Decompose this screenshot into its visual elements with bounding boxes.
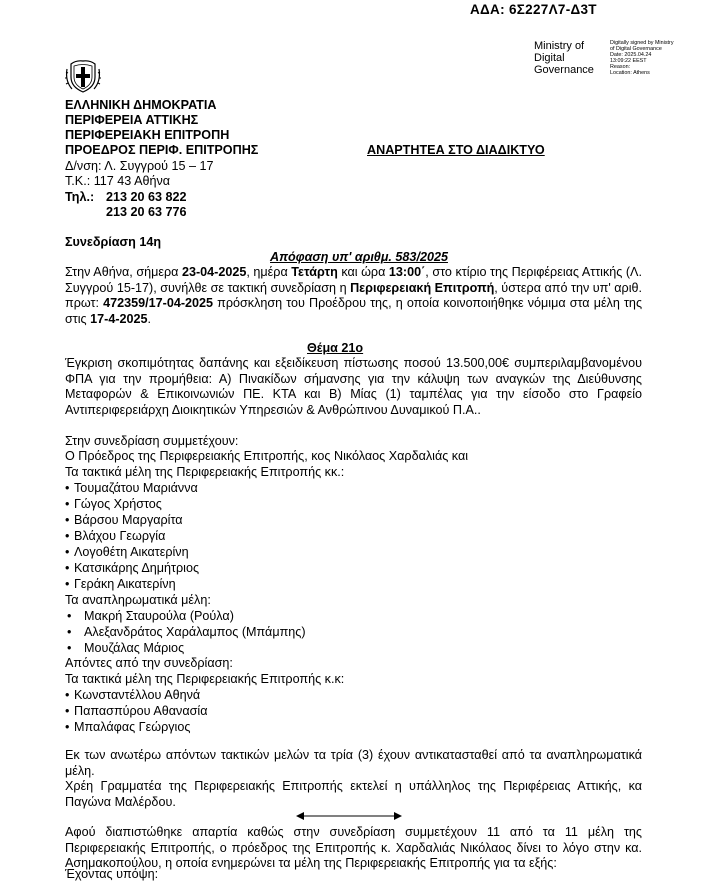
list-item: • Βλάχου Γεωργία: [65, 529, 165, 543]
topic-title: Θέμα 21ο: [307, 341, 364, 355]
list-item: • Μουζάλας Μάριος: [67, 641, 185, 655]
org-line: ΠΡΟΕΔΡΟΣ ΠΕΡΙΦ. ΕΠΙΤΡΟΠΗΣ: [65, 143, 259, 157]
org-line: ΕΛΛΗΝΙΚΗ ΔΗΜΟΚΡΑΤΙΑ: [65, 98, 217, 112]
intro-text: Στην Αθήνα, σήμερα: [65, 265, 182, 279]
list-item: • Μπαλάφας Γεώργιος: [65, 720, 190, 734]
president-line: Ο Πρόεδρος της Περιφερειακής Επιτροπής, κος Νικόλαος Χαρδαλιάς και: [65, 449, 469, 463]
list-item: • Γεράκη Αικατερίνη: [65, 577, 176, 591]
list-item: • Παπασπύρου Αθανασία: [65, 704, 208, 718]
intro-paragraph: [65, 265, 642, 328]
intro-text: , ύστερα από την υπ' αριθ. πρωτ:: [65, 280, 642, 311]
decision-number: Απόφαση υπ' αριθμ. 583/2025: [270, 250, 448, 264]
intro-text: , στο κτίριο της Περιφέρειας Αττικής (Λ. Συγγρού 15-17), συνήλθε σε τακτική συνεδρίαση η: [65, 265, 642, 295]
signature-line: Digitally signed by Ministry: [610, 40, 674, 46]
meeting-time: 13:00΄: [388, 265, 426, 279]
coat-of-arms-emblem: [64, 57, 102, 95]
committee-name: Περιφερειακή Επιτροπή: [350, 280, 495, 295]
list-item: • Αλεξανδράτος Χαράλαμπος (Μπάμπης): [67, 625, 306, 639]
considering-line: Έχοντας υπόψη:: [65, 867, 159, 881]
regular-members-heading: Τα τακτικά μέλη της Περιφερειακής Επιτροπής κκ.:: [65, 465, 345, 479]
postal-code: Τ.Κ.: 117 43 Αθήνα: [65, 174, 171, 188]
ministry-line: Governance: [534, 64, 594, 76]
signature-line: 13:09:22 EEST: [610, 58, 647, 64]
meeting-day: Τετάρτη: [291, 265, 338, 279]
intro-text: .: [147, 312, 152, 327]
org-line: ΠΕΡΙΦΕΡΕΙΑΚΗ ΕΠΙΤΡΟΠΗ: [65, 128, 230, 142]
digital-signature: [534, 40, 704, 85]
ministry-text: [534, 40, 594, 76]
quorum-paragraph: Αφού διαπιστώθηκε απαρτία καθώς στην συνεδρίαση συμμετέχουν 11 από τα 11 μέλη της Περιφερειακής Επιτροπής, ο πρόεδρος της Επιτροπής κ. Χαρδαλιάς Νικόλαος δίνει το λόγο στην κα. Ασημακοπούλου, η οποία ενημερώνει τα μέλη της Περιφερειακής Επιτροπής για τα εξής:: [65, 825, 642, 871]
secretary-paragraph: Χρέη Γραμματέα της Περιφερειακής Επιτροπής εκτελεί η υπάλληλος της Περιφέρειας Αττικής, κα Παγώνα Μαλέρδου.: [65, 779, 642, 809]
meeting-date: 23-04-2025: [181, 265, 247, 279]
signature-line: Date: 2025.04.24: [610, 52, 652, 58]
session-title: Συνεδρίαση 14η: [65, 235, 162, 249]
list-item: • Γώγος Χρήστος: [65, 497, 162, 511]
phone-label: Τηλ.:: [65, 190, 95, 204]
intro-text: , ημέρα: [246, 265, 292, 279]
signature-details: [610, 40, 674, 76]
list-item: • Τουμαζάτου Μαριάννα: [65, 481, 198, 495]
alternates-heading: Τα αναπληρωματικά μέλη:: [65, 593, 211, 607]
ada-code: ΑΔΑ: 6Σ227Λ7-Δ3Τ: [470, 2, 597, 17]
absent-members-heading: Τα τακτικά μέλη της Περιφερειακής Επιτροπής κ.κ:: [65, 672, 345, 686]
list-item: • Κατσικάρης Δημήτριος: [65, 561, 199, 575]
ministry-line: Digital: [534, 52, 565, 64]
list-item: • Βάρσου Μαργαρίτα: [65, 513, 183, 527]
phone-number: 213 20 63 776: [106, 205, 187, 219]
organization-heading: [65, 98, 258, 158]
address: Δ/νση: Λ. Συγγρού 15 – 17: [65, 159, 214, 173]
phone-number: 213 20 63 822: [106, 190, 187, 204]
intro-text: πρόσκληση του Προέδρου της, η οποία κοινοποιήθηκε νόμιμα στα μέλη της στις: [65, 296, 643, 327]
list-item: • Κωνσταντέλλου Αθηνά: [65, 688, 200, 702]
notify-date: 17-4-2025: [90, 312, 148, 327]
replacement-paragraph: Εκ των ανωτέρω απόντων τακτικών μελών τα τρία (3) έχουν αντικατασταθεί από τα αναπληρωματικά μέλη.: [65, 748, 642, 778]
ministry-line: Ministry of: [534, 40, 585, 52]
publish-notice: ΑΝΑΡΤΗΤΕΑ ΣΤΟ ΔΙΑΔΙΚΤΥΟ: [367, 143, 545, 157]
double-arrow-separator: [296, 810, 402, 820]
list-item: • Μακρή Σταυρούλα (Ρούλα): [67, 609, 234, 623]
protocol-number: 472359/17-04-2025: [103, 296, 214, 311]
signature-line: Reason:: [610, 64, 631, 70]
list-item: • Λογοθέτη Αικατερίνη: [65, 545, 189, 559]
absent-heading: Απόντες από την συνεδρίαση:: [65, 656, 233, 670]
org-line: ΠΕΡΙΦΕΡΕΙΑ ΑΤΤΙΚΗΣ: [65, 113, 199, 127]
intro-text: και ώρα: [337, 265, 389, 279]
topic-text: Έγκριση σκοπιμότητας δαπάνης και εξειδίκευση πίστωσης ποσού 13.500,00€ συμπεριλαμβανομένου ΦΠΑ για την προμήθεια: Α) Πινακίδων σήμανσης για την κάλυψη των αναγκών της Διεύθυνσης Μεταφορών & Επικοινωνιών ΠΕ. ΚΤΑ και Β) Μίας (1) ταμπέλας για την είσοδο στο Γραφείο Αντιπεριφερειάρχη Διοικητικών Υπηρεσιών & Ανθρώπινου Δυναμικού Π.Α..: [65, 356, 642, 418]
signature-line: Location: Athens: [610, 70, 650, 76]
signature-line: of Digital Governance: [610, 46, 662, 52]
attendance-heading: Στην συνεδρίαση συμμετέχουν:: [65, 434, 239, 448]
